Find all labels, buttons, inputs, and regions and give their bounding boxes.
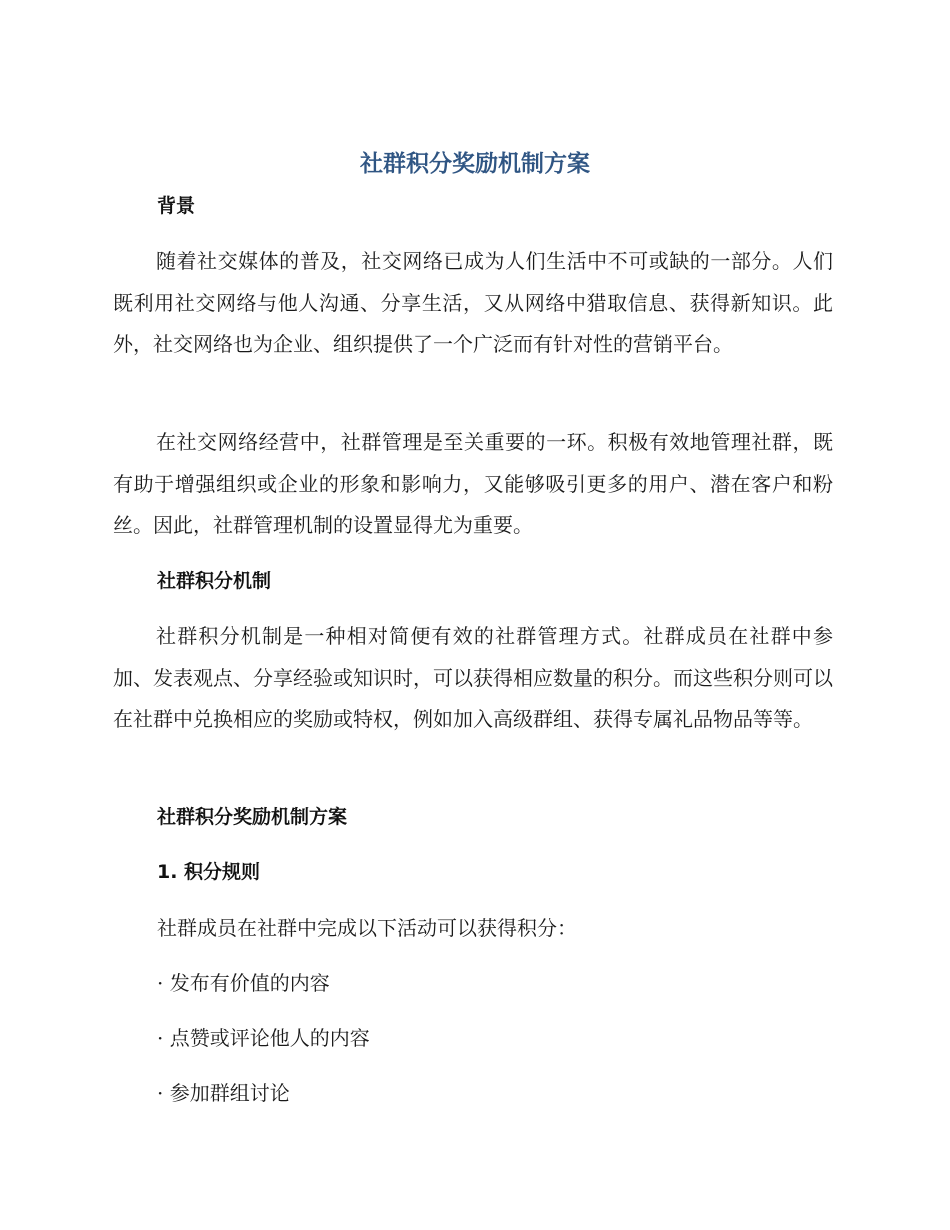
paragraph-mechanism-1: 社群积分机制是一种相对简便有效的社群管理方式。社群成员在社群中参加、发表观点、分享经验或知识时，可以获得相应数量的积分。而这些积分则可以在社群中兑换相应的奖励或特权，例如加入高级群组、获得专属礼品物品等等。 (113, 624, 833, 731)
rules-intro: 社群成员在社群中完成以下活动可以获得积分： (157, 916, 577, 940)
subsection-heading-rules: 1. 积分规则 (157, 861, 261, 883)
paragraph-background-2: 在社交网络经营中，社群管理是至关重要的一环。积极有效地管理社群，既有助于增强组织或企业的形象和影响力，又能够吸引更多的用户、潜在客户和粉丝。因此，社群管理机制的设置显得尤为重要。 (113, 430, 833, 537)
section-heading-background: 背景 (157, 195, 196, 217)
list-item: · 发布有价值的内容 (157, 971, 330, 995)
section-heading-mechanism: 社群积分机制 (157, 570, 272, 592)
section-heading-plan: 社群积分奖励机制方案 (157, 806, 348, 828)
paragraph-background-1: 随着社交媒体的普及，社交网络已成为人们生活中不可或缺的一部分。人们既利用社交网络与他人沟通、分享生活，又从网络中猎取信息、获得新知识。此外，社交网络也为企业、组织提供了一个广泛而有针对性的营销平台。 (113, 249, 833, 356)
list-item: · 参加群组讨论 (157, 1081, 290, 1105)
list-item: · 点赞或评论他人的内容 (157, 1026, 370, 1050)
document-title: 社群积分奖励机制方案 (360, 151, 590, 177)
